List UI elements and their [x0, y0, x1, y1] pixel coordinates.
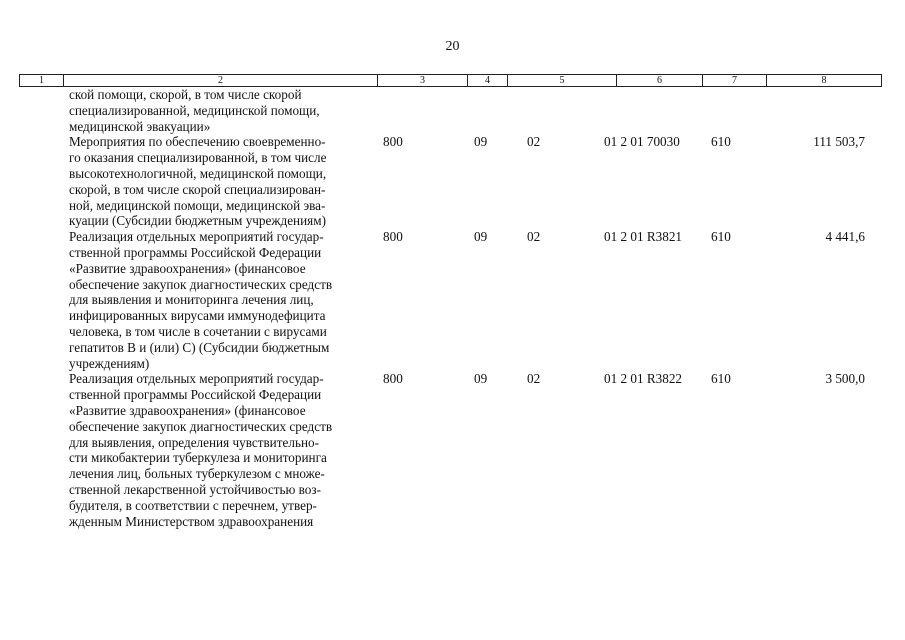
department-code: 800	[383, 229, 403, 245]
section-code: 09	[474, 229, 488, 245]
description-line: обеспечение закупок диагностических средств	[69, 276, 333, 292]
department-code: 800	[383, 371, 403, 387]
page-number: 20	[445, 39, 460, 54]
description-line: ственной лекарственной устойчивостью воз-	[69, 481, 321, 497]
table-body	[0, 87, 905, 529]
description-line: человека, в том числе в сочетании с вирусами	[69, 323, 327, 339]
column-header-8: 8	[821, 75, 827, 86]
description-line: ственной программы Российской Федерации	[69, 387, 322, 403]
amount-value: 4 441,6	[825, 229, 865, 245]
subsection-code: 02	[527, 134, 541, 150]
description-line: Реализация отдельных мероприятий государ-	[69, 229, 324, 245]
column-header-1: 1	[20, 75, 64, 86]
amount-value: 3 500,0	[825, 371, 865, 387]
expense-type-code: 610	[711, 229, 731, 245]
description-line: сти микобактерии туберкулеза и мониторинга	[69, 450, 327, 466]
column-header-2: 2	[64, 75, 378, 86]
subsection-code: 02	[527, 229, 541, 245]
target-article-code: 01 2 01 R3821	[604, 229, 683, 245]
target-article-code: 01 2 01 R3822	[604, 371, 683, 387]
section-code: 09	[474, 134, 488, 150]
column-header-5: 5	[508, 75, 617, 86]
description-line: скорой, в том числе скорой специализирован-	[69, 181, 326, 197]
table-row	[0, 87, 905, 134]
description-line: куации (Субсидии бюджетным учреждениям)	[69, 213, 326, 229]
description-line: Мероприятия по обеспечению своевременно-	[69, 134, 326, 150]
expense-type-code: 610	[711, 134, 731, 150]
description-line: го оказания специализированной, в том числе	[69, 150, 327, 166]
department-code: 800	[383, 134, 403, 150]
description-line: специализированной, медицинской помощи,	[69, 102, 320, 118]
row-description	[69, 371, 374, 529]
table-row	[0, 229, 905, 371]
description-line: жденным Министерством здравоохранения	[69, 513, 314, 529]
description-line: ской помощи, скорой, в том числе скорой	[69, 87, 302, 102]
description-line: высокотехнологичной, медицинской помощи,	[69, 165, 327, 181]
column-header-3: 3	[378, 75, 468, 86]
column-header-6: 6	[617, 75, 703, 86]
description-line: гепатитов В и (или) С) (Субсидии бюджетным	[69, 339, 330, 355]
description-line: инфицированных вирусами иммунодефицита	[69, 308, 326, 324]
row-description	[69, 229, 374, 371]
target-article-code: 01 2 01 70030	[604, 134, 680, 150]
description-line: для выявления и мониторинга лечения лиц,	[69, 292, 314, 308]
description-line: медицинской эвакуации»	[69, 118, 211, 134]
table-header-row	[19, 74, 882, 87]
description-line: «Развитие здравоохранения» (финансовое	[69, 260, 306, 276]
row-description	[69, 87, 374, 134]
column-header-4: 4	[468, 75, 508, 86]
table-row	[0, 134, 905, 229]
column-header-7: 7	[703, 75, 767, 86]
amount-value: 111 503,7	[813, 134, 865, 150]
table-row	[0, 371, 905, 529]
description-line: «Развитие здравоохранения» (финансовое	[69, 402, 306, 418]
description-line: Реализация отдельных мероприятий государ-	[69, 371, 324, 387]
description-line: учреждениям)	[69, 355, 150, 371]
description-line: ственной программы Российской Федерации	[69, 244, 322, 260]
subsection-code: 02	[527, 371, 541, 387]
expense-type-code: 610	[711, 371, 731, 387]
description-line: ной, медицинской помощи, медицинской эва-	[69, 197, 326, 213]
section-code: 09	[474, 371, 488, 387]
description-line: лечения лиц, больных туберкулезом с множе-	[69, 466, 325, 482]
description-line: обеспечение закупок диагностических средств	[69, 418, 333, 434]
row-description	[69, 134, 374, 229]
description-line: будителя, в соответствии с перечнем, утвер-	[69, 497, 317, 513]
description-line: для выявления, определения чувствительно-	[69, 434, 319, 450]
